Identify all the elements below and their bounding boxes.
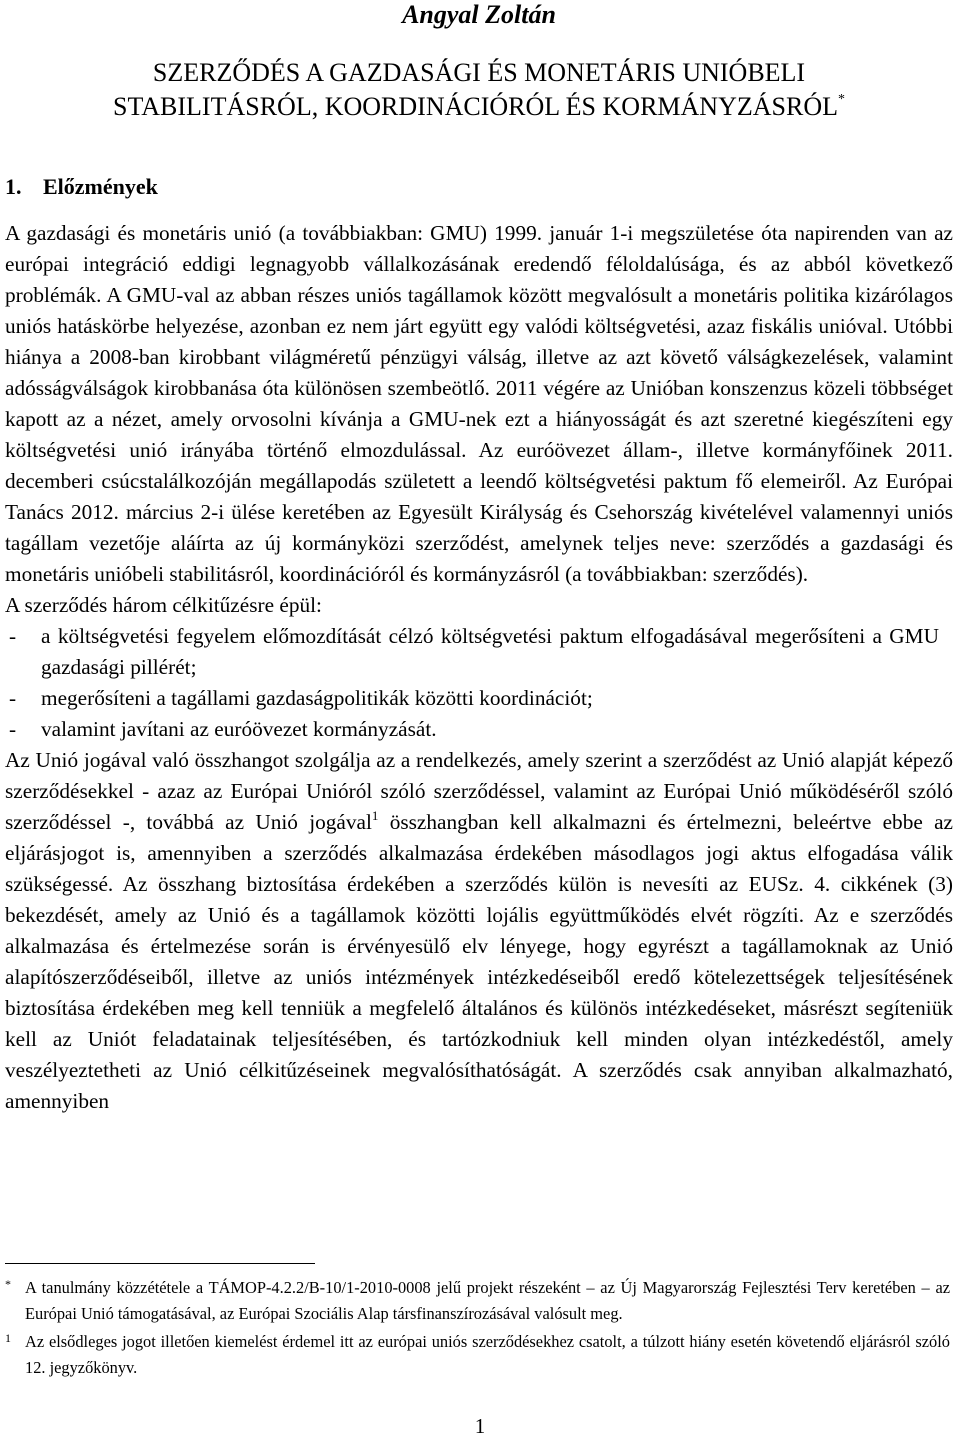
section-heading: [5, 173, 953, 201]
paragraph-3-part-2: összhangban kell alkalmazni és értelmezni, beleértve ebbe az eljárásjogot is, amennyiben a szerződés alkalmazása érdekében másodlagos jogi aktus elfogadása válik szükségessé. Az összhang biztosítása érdekében a szerződés külön is nevesíti az EUSz. 4. cikkének (3) bekezdését, amely az Unió és a tagállamok közötti lojális együttműködés elvét rögzíti. Az e szerződés alkalmazása és értelmezése során is érvényesülő elv lényege, hogy egyrészt a tagállamoknak az Unió alapítószerződéseiből, illetve az uniós intézmények intézkedéseiből eredő kötelezettségek teljesítésének biztosítása érdekében meg kell tenniük a megfelelő általános és különös intézkedéseket, másrészt segíteniük kell az Uniót feladatainak teljesítésében, és tartózkodniuk kell minden olyan intézkedéstől, amely veszélyeztetheti az Unió célkitűzéseinek megvalósíthatóságát. A szerződés csak annyiban alkalmazható, amennyiben: [5, 810, 953, 1113]
title-footnote-mark: *: [837, 92, 845, 107]
footnote-ref-1: 1: [371, 808, 379, 823]
footnote-mark: *: [5, 1277, 11, 1291]
title-line-1: SZERZŐDÉS A GAZDASÁGI ÉS MONETÁRIS UNIÓBELI: [152, 58, 806, 87]
list-item: [5, 621, 953, 683]
footnotes: [5, 1273, 950, 1381]
footnote: [5, 1329, 950, 1381]
footnote: [5, 1275, 950, 1327]
section-number: 1.: [5, 174, 22, 199]
footnote-mark: 1: [5, 1331, 11, 1345]
list-item-text: megerősíteni a tagállami gazdaságpolitikák közötti koordinációt;: [41, 686, 593, 710]
footnote-text: Az elsődleges jogot illetően kiemelést érdemel itt az európai uniós szerződésekhez csatolt, a túlzott hiány esetén követendő eljárásról szóló 12. jegyzőkönyv.: [25, 1332, 950, 1377]
author-name: Angyal Zoltán: [402, 0, 556, 29]
list-dash: -: [9, 624, 17, 648]
list-item: [5, 714, 953, 745]
objectives-list: [5, 621, 953, 745]
list-dash: -: [9, 686, 17, 710]
paragraph-1: A gazdasági és monetáris unió (a továbbiakban: GMU) 1999. január 1-i megszületése óta napirenden van az európai integráció eddigi legnagyobb vállalkozásának eredendő féloldalúsága, és az abból következő problémák. A GMU-val az abban részes uniós tagállamok között megvalósult a monetáris politika kizárólagos uniós hatáskörbe helyezése, azonban ez nem járt együtt egy valódi költségvetési, azaz fiskális unióval. Utóbbi hiánya a 2008-ban kirobbant világméretű pénzügyi válság, illetve az azt követő válságkezelések, valamint adósságválságok kirobbanása óta különösen szembeötlő. 2011 végére az Unióban konszenzus közeli többséget kapott az a nézet, amely orvosolni kívánja a GMU-nek ezt a hiányosságát és azt szeretné kiegészíteni egy költségvetési unió irányába történő elmozdulással. Az euróövezet állam-, illetve kormányfőinek 2011. decemberi csúcstalálkozóján megállapodás született a leendő költségvetési paktum fő elemeiről. Az Európai Tanács 2012. március 2-i ülése keretében az Egyesült Királyság és Csehország kivételével valamennyi uniós tagállam vezetője aláírta az új kormányközi szerződést, amelynek teljes neve: szerződés a gazdasági és monetáris unióbeli stabilitásról, koordinációról és kormányzásról (a továbbiakban: szerződés).: [5, 221, 953, 586]
list-item-text: valamint javítani az euróövezet kormányzását.: [41, 717, 437, 741]
title-line-2: STABILITÁSRÓL, KOORDINÁCIÓRÓL ÉS KORMÁNYZÁSRÓL: [113, 92, 838, 121]
section-title: Előzmények: [43, 174, 158, 199]
footnote-divider: [5, 1263, 315, 1264]
document-title: [5, 56, 953, 124]
footnote-text: A tanulmány közzététele a TÁMOP-4.2.2/B-10/1-2010-0008 jelű projekt részeként – az Új Magyarország Fejlesztési Terv keretében – az Európai Unió támogatásával, az Európai Szociális Alap társfinanszírozásával valósult meg.: [25, 1278, 950, 1323]
page-number: 1: [474, 1414, 486, 1438]
paragraph-3-part-1: Az Unió jogával való összhangot szolgálja az a rendelkezés, amely szerint a szerződést az Unió alapját képező szerződésekkel - azaz az Európai Unióról szóló szerződéssel, valamint az Európai Unió működéséről szóló szerződéssel -, továbbá az Unió jogával: [5, 748, 953, 834]
list-item-text: a költségvetési fegyelem előmozdítását célzó költségvetési paktum elfogadásával megerősíteni a GMU gazdasági pillérét;: [41, 624, 939, 679]
list-dash: -: [9, 717, 17, 741]
list-item: [5, 683, 953, 714]
paragraph-3: [5, 745, 953, 1117]
paragraph-2: A szerződés három célkitűzésre épül:: [5, 593, 322, 617]
